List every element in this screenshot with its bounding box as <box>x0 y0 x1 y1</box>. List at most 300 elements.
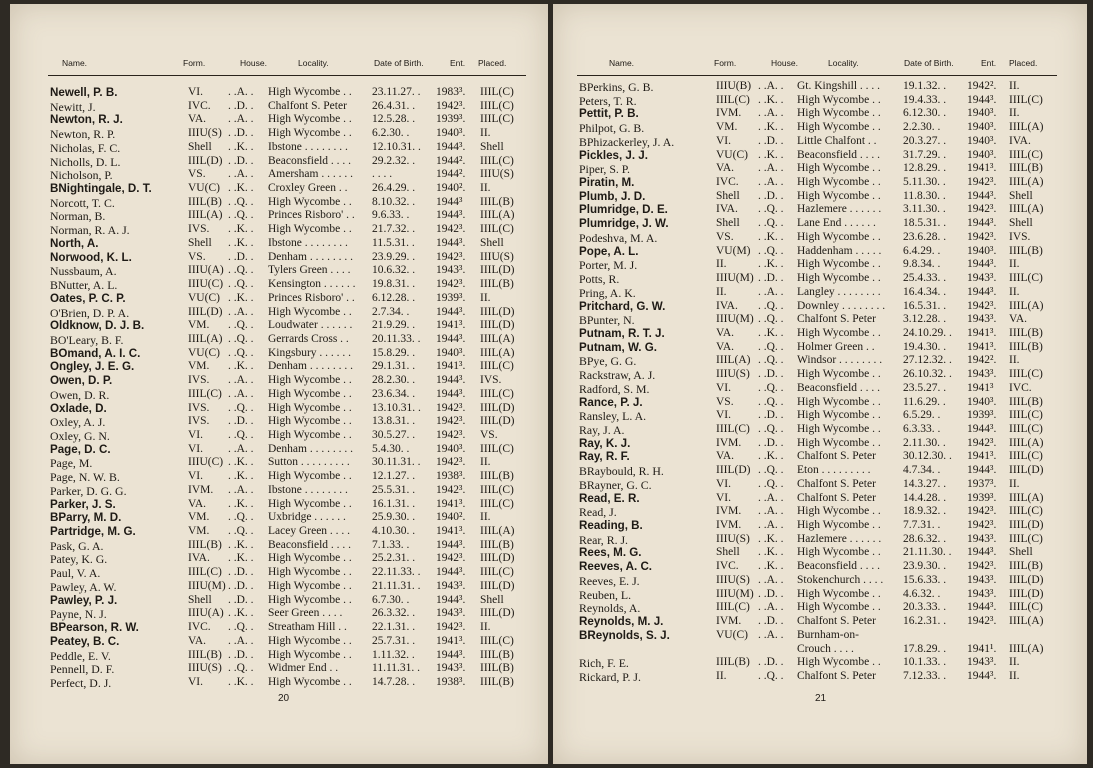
table-row <box>553 203 1087 217</box>
dob-cell: 7.7.31. . <box>903 519 941 532</box>
locality-cell: High Wycombe . . <box>268 552 352 565</box>
form-cell: IIIL(C) <box>716 601 750 614</box>
header-name: Name. <box>609 58 635 68</box>
dob-cell: . . . . <box>372 168 393 181</box>
dob-cell: 21.11.31. . <box>372 579 421 592</box>
dob-cell: 9.8.34. . <box>903 258 941 271</box>
house-cell: . .K. . <box>228 140 254 153</box>
dob-cell: 21.7.32. . <box>372 223 416 236</box>
name-cell: Ray, J. A. <box>579 423 625 437</box>
house-cell: . .Q. . <box>228 278 254 291</box>
form-cell: IIIU(S) <box>188 127 222 140</box>
table-row <box>10 319 548 333</box>
house-cell: . .A. . <box>758 628 784 641</box>
table-row <box>10 264 548 278</box>
name-cell: BRaybould, R. H. <box>579 464 664 479</box>
locality-cell: High Wycombe . . <box>797 546 881 559</box>
locality-cell: Princes Risboro' . . <box>268 291 355 304</box>
locality-cell: Holmer Green . . <box>797 340 875 353</box>
name-cell: Payne, N. J. <box>50 607 107 622</box>
name-cell: Pring, A. K. <box>579 285 636 300</box>
placed-cell: IIIU(S) <box>480 250 514 263</box>
name-cell: BReynolds, S. J. <box>579 628 670 642</box>
locality-cell: High Wycombe . . <box>797 423 881 435</box>
dob-cell: 26.4.31. . <box>372 99 416 112</box>
dob-cell: 12.5.28. . <box>372 113 416 126</box>
placed-cell: IIIL(C) <box>480 99 514 112</box>
table-row <box>553 478 1087 492</box>
house-cell: . .D. . <box>228 579 254 592</box>
house-cell: . .K. . <box>758 93 784 106</box>
form-cell: VU(C) <box>188 182 220 195</box>
name-cell: Reynolds, A. <box>579 601 641 616</box>
form-cell: IIIL(B) <box>716 656 750 669</box>
placed-cell: Shell <box>1009 217 1033 230</box>
name-cell: North, A. <box>50 236 99 250</box>
placed-cell: IIIL(C) <box>480 113 514 126</box>
name-cell: Newton, R. J. <box>50 113 123 127</box>
form-cell: IVA. <box>716 203 738 216</box>
house-cell: . .D. . <box>228 99 254 112</box>
form-cell: IIIU(C) <box>188 278 224 291</box>
house-cell: . .D. . <box>758 409 784 422</box>
header-dob: Date of Birth. <box>904 58 954 68</box>
form-cell: VS. <box>716 230 734 243</box>
form-cell: IIIL(C) <box>716 423 750 435</box>
placed-cell: IIIL(C) <box>480 360 514 373</box>
placed-cell: IIIL(B) <box>1009 340 1043 353</box>
left-page <box>10 4 548 764</box>
dob-cell: 6.3.33. . <box>903 423 941 435</box>
table-row <box>553 176 1087 190</box>
ent-cell: 1939³. <box>436 113 466 126</box>
placed-cell: IIIL(A) <box>1009 642 1044 655</box>
locality-cell: High Wycombe . . <box>797 368 881 381</box>
placed-cell: Shell <box>480 236 504 249</box>
placed-cell: IIIL(C) <box>480 483 514 496</box>
house-cell: . .Q. . <box>228 429 254 441</box>
ent-cell: 1944³. <box>436 374 466 387</box>
placed-cell: IIIL(C) <box>1009 532 1043 545</box>
table-row <box>553 656 1087 670</box>
ent-cell: 1943³. <box>967 587 997 600</box>
name-cell: BPhizackerley, J. A. <box>579 134 675 149</box>
ent-cell: 1944³. <box>436 648 466 661</box>
form-cell: VU(C) <box>716 148 748 161</box>
house-cell: . .A. . <box>228 86 254 98</box>
locality-cell: High Wycombe . . <box>268 127 352 140</box>
locality-cell: High Wycombe . . <box>797 587 881 600</box>
house-cell: . .K. . <box>758 230 784 243</box>
form-cell: VI. <box>716 134 732 147</box>
name-cell: Ongley, J. E. G. <box>50 360 135 374</box>
form-cell: VM. <box>188 319 210 332</box>
locality-cell: Beaconsfield . . . . <box>797 381 881 394</box>
ent-cell: 1942³. <box>436 621 466 634</box>
table-row <box>553 368 1087 382</box>
header-placed: Placed. <box>478 58 507 68</box>
dob-cell: 9.6.33. . <box>372 209 410 222</box>
ent-cell: 1944³. <box>436 305 466 318</box>
ent-cell: 1944³. <box>436 236 466 249</box>
ent-cell: 1941³. <box>436 360 466 373</box>
locality-cell: Uxbridge . . . . . . <box>268 511 346 524</box>
name-cell: Pawley, A. W. <box>50 579 117 594</box>
table-row <box>10 525 548 539</box>
form-cell: IIIL(A) <box>188 332 223 345</box>
table-row <box>10 429 548 443</box>
header-house: House. <box>771 58 798 68</box>
locality-cell: Denham . . . . . . . . <box>268 360 353 373</box>
placed-cell: IIIL(A) <box>1009 121 1044 134</box>
placed-cell: IIIL(D) <box>1009 464 1044 477</box>
table-row <box>10 113 548 127</box>
name-cell: Potts, R. <box>579 272 620 287</box>
form-cell: VI. <box>188 442 204 455</box>
form-cell: VA. <box>188 497 207 510</box>
house-cell: . .Q. . <box>228 319 254 332</box>
form-cell: VI. <box>188 429 204 441</box>
form-cell: IIIL(D) <box>188 305 223 318</box>
form-cell: IVM. <box>716 519 742 532</box>
table-row <box>553 313 1087 327</box>
form-cell: VI. <box>188 86 204 98</box>
locality-cell: Croxley Green . . <box>268 182 348 195</box>
dob-cell: 23.6.34. . <box>372 387 416 400</box>
table-row <box>553 533 1087 547</box>
dob-cell: 26.4.29. . <box>372 182 416 195</box>
ent-cell: 1940³. <box>967 121 997 134</box>
placed-cell: IIIL(B) <box>1009 162 1043 175</box>
dob-cell: 25.4.33. . <box>903 272 947 285</box>
placed-cell: II. <box>1009 669 1020 682</box>
locality-cell: High Wycombe . . <box>797 230 881 243</box>
placed-cell: IIIL(C) <box>1009 368 1043 381</box>
ent-cell: 1943³. <box>967 656 997 669</box>
house-cell: . .A. . <box>228 634 254 647</box>
ent-cell: 1943³. <box>436 579 466 592</box>
placed-cell: IIIL(A) <box>480 346 515 359</box>
placed-cell: IIIL(C) <box>480 497 514 510</box>
table-row <box>10 360 548 374</box>
table-row <box>553 588 1087 602</box>
house-cell: . .D. . <box>228 250 254 263</box>
house-cell: . .Q. . <box>758 354 784 367</box>
form-cell: VA. <box>716 450 735 463</box>
form-cell: II. <box>716 285 727 298</box>
dob-cell: 21.9.29. . <box>372 319 416 332</box>
house-cell: . .A. . <box>758 285 784 298</box>
table-row <box>553 382 1087 396</box>
house-cell: . .D. . <box>228 154 254 167</box>
name-cell: BNightingale, D. T. <box>50 182 152 196</box>
house-cell: . .K. . <box>228 552 254 565</box>
name-cell: Pennell, D. F. <box>50 662 115 677</box>
dob-cell: 15.6.33. . <box>903 573 947 586</box>
dob-cell: 26.3.32. . <box>372 607 416 620</box>
ent-cell: 1943³. <box>967 573 997 586</box>
house-cell: . .A. . <box>228 442 254 455</box>
ent-cell: 1942³. <box>967 299 997 312</box>
placed-cell: II. <box>1009 258 1020 271</box>
dob-cell: 22.1.31. . <box>372 621 416 634</box>
ent-cell: 1940³. <box>967 244 997 257</box>
table-row <box>553 354 1087 368</box>
locality-cell: High Wycombe . . <box>797 93 881 106</box>
table-row <box>10 456 548 470</box>
table-row <box>553 121 1087 135</box>
name-cell: Podeshva, M. A. <box>579 230 658 245</box>
table-row <box>10 127 548 141</box>
form-cell: IVA. <box>716 299 738 312</box>
locality-cell: High Wycombe . . <box>797 519 881 532</box>
placed-cell: Shell <box>480 140 504 153</box>
dob-cell: 25.5.31. . <box>372 483 416 496</box>
locality-cell: Chalfont S. Peter <box>797 477 876 490</box>
table-row <box>553 272 1087 286</box>
ent-cell: 1941³. <box>436 497 466 510</box>
dob-cell: 23.9.30. . <box>903 560 947 573</box>
dob-cell: 23.5.27. . <box>903 381 947 394</box>
placed-cell: IIIL(C) <box>480 387 514 400</box>
dob-cell: 14.4.28. . <box>903 491 947 504</box>
dob-cell: 6.12.30. . <box>903 107 947 120</box>
form-cell: IIIU(A) <box>188 264 224 277</box>
ent-cell: 1944³. <box>436 593 466 606</box>
house-cell: . .Q. . <box>228 525 254 538</box>
dob-cell: 26.10.32. . <box>903 368 952 381</box>
locality-cell: Chalfont S. Peter <box>797 669 876 682</box>
locality-cell: Hazlemere . . . . . . <box>797 532 882 545</box>
ent-cell: 1939³. <box>967 409 997 422</box>
name-cell: Oates, P. C. P. <box>50 291 126 305</box>
dob-cell: 5.4.30. . <box>372 442 410 455</box>
dob-cell: 11.6.29. . <box>903 395 946 408</box>
table-row <box>553 286 1087 300</box>
table-row <box>10 539 548 553</box>
house-cell: . .D. . <box>758 368 784 381</box>
ent-cell: 1944³. <box>436 387 466 400</box>
ent-cell: 1942³. <box>436 456 466 469</box>
placed-cell: Shell <box>480 593 504 606</box>
name-cell: Newitt, J. <box>50 99 96 114</box>
name-cell: Oxlade, D. <box>50 401 107 415</box>
ent-cell: 1942³. <box>967 505 997 518</box>
placed-cell: IIIL(D) <box>1009 519 1044 532</box>
placed-cell: IIIL(B) <box>1009 326 1043 339</box>
house-cell: . .Q. . <box>228 346 254 359</box>
name-cell: Piper, S. P. <box>579 162 630 177</box>
house-cell: . .K. . <box>228 182 254 195</box>
placed-cell: IIIL(D) <box>480 401 515 414</box>
placed-cell: II. <box>1009 477 1020 490</box>
house-cell: . .Q. . <box>228 662 254 675</box>
table-row <box>553 643 1087 657</box>
placed-cell: II. <box>1009 656 1020 669</box>
locality-cell: Denham . . . . . . . . <box>268 250 353 263</box>
header-ent: Ent. <box>450 58 466 68</box>
ent-cell: 1944³. <box>967 423 997 435</box>
ent-cell: 1944³. <box>967 258 997 271</box>
form-cell: VU(C) <box>188 291 220 304</box>
placed-cell: IIIL(D) <box>480 552 515 565</box>
dob-cell: 4.7.34. . <box>903 464 941 477</box>
house-cell: . .D. . <box>758 189 784 202</box>
name-cell: Norcott, T. C. <box>50 195 115 210</box>
dob-cell: 25.9.30. . <box>372 511 416 524</box>
form-cell: Shell <box>716 546 740 559</box>
name-cell: Oldknow, D. J. B. <box>50 319 145 333</box>
dob-cell: 6.5.29. . <box>903 409 941 422</box>
locality-cell: Kensington . . . . . . <box>268 278 356 291</box>
form-cell: IIIL(C) <box>188 566 222 579</box>
table-row <box>10 347 548 361</box>
dob-cell: 19.4.30. . <box>903 340 947 353</box>
header-name: Name. <box>62 58 88 68</box>
locality-cell: Lane End . . . . . . <box>797 217 876 230</box>
house-cell: . .K. . <box>228 291 254 304</box>
locality-cell: High Wycombe . . <box>797 656 881 669</box>
placed-cell: IIIL(C) <box>480 634 514 647</box>
table-row <box>10 594 548 608</box>
placed-cell: IIIL(C) <box>480 442 514 455</box>
name-cell: Pritchard, G. W. <box>579 299 666 313</box>
placed-cell: IIIL(A) <box>480 332 515 345</box>
header-dob: Date of Birth. <box>374 58 424 68</box>
dob-cell: 30.11.31. . <box>372 456 421 469</box>
ent-cell: 1944³. <box>436 538 466 551</box>
house-cell: . .A. . <box>758 491 784 504</box>
placed-cell: II. <box>480 291 491 304</box>
locality-cell: High Wycombe . . <box>797 395 881 408</box>
ent-cell: 1943³. <box>967 368 997 381</box>
ent-cell: 1944³. <box>967 189 997 202</box>
house-cell: . .Q. . <box>758 340 784 353</box>
table-row <box>553 423 1087 437</box>
dob-cell: 11.5.31. . <box>372 236 415 249</box>
table-row <box>553 601 1087 615</box>
locality-cell: High Wycombe . . <box>268 374 352 387</box>
locality-cell: High Wycombe . . <box>268 566 352 579</box>
table-row <box>10 498 548 512</box>
placed-cell: IIIL(C) <box>480 223 514 236</box>
ent-cell: 1944³ <box>436 195 463 208</box>
dob-cell: 13.8.31. . <box>372 415 416 428</box>
table-row <box>10 402 548 416</box>
ent-cell: 1941³. <box>436 319 466 332</box>
placed-cell: IIIL(D) <box>1009 573 1044 586</box>
locality-cell: High Wycombe . . <box>797 409 881 422</box>
form-cell: Shell <box>188 236 212 249</box>
name-cell: Page, N. W. B. <box>50 470 120 485</box>
table-row <box>10 333 548 347</box>
ent-cell: 1941³. <box>967 162 997 175</box>
placed-cell: IVS. <box>1009 230 1031 243</box>
name-cell: Plumb, J. D. <box>579 189 646 203</box>
house-cell: . .Q. . <box>758 464 784 477</box>
table-row <box>10 580 548 594</box>
right-page <box>553 4 1087 764</box>
locality-cell: Beaconsfield . . . . <box>797 148 881 161</box>
house-cell: . .Q. . <box>228 332 254 345</box>
form-cell: VI. <box>716 409 732 422</box>
ent-cell: 1940³. <box>436 346 466 359</box>
ent-cell: 1944³. <box>967 217 997 230</box>
table-row <box>10 223 548 237</box>
placed-cell: IIIL(C) <box>1009 423 1043 435</box>
placed-cell: IIIL(A) <box>1009 299 1044 312</box>
ent-cell: 1942³. <box>967 176 997 189</box>
table-row <box>553 546 1087 560</box>
dob-cell: 31.7.29. . <box>903 148 947 161</box>
form-cell: IVS. <box>188 415 210 428</box>
dob-cell: 23.11.27. . <box>372 86 421 98</box>
house-cell: . .D. . <box>758 615 784 628</box>
locality-cell: Widmer End . . <box>268 662 339 675</box>
dob-cell: 7.1.33. . <box>372 538 410 551</box>
ent-cell: 1941³. <box>967 326 997 339</box>
placed-cell: IIIL(C) <box>480 154 514 167</box>
locality-cell: High Wycombe . . <box>268 593 352 606</box>
placed-cell: IIIL(A) <box>1009 203 1044 216</box>
house-cell: . .K. . <box>228 497 254 510</box>
locality-cell: High Wycombe . . <box>268 648 352 661</box>
locality-cell: High Wycombe . . <box>797 162 881 175</box>
placed-cell: II. <box>480 621 491 634</box>
dob-cell: 23.6.28. . <box>903 230 947 243</box>
locality-cell: Gt. Kingshill . . . . <box>797 80 881 92</box>
house-cell: . .K. . <box>228 456 254 469</box>
dob-cell: 30.5.27. . <box>372 429 416 441</box>
name-cell: Owen, D. R. <box>50 387 110 402</box>
form-cell: IIIU(S) <box>716 368 750 381</box>
locality-cell: High Wycombe . . <box>797 505 881 518</box>
ent-cell: 1942³. <box>436 429 466 441</box>
dob-cell: 12.8.29. . <box>903 162 947 175</box>
name-cell: Rackstraw, A. J. <box>579 368 656 383</box>
house-cell: . .A. . <box>228 168 254 181</box>
table-row <box>10 237 548 251</box>
form-cell: II. <box>716 669 727 682</box>
table-row <box>553 437 1087 451</box>
name-cell: Read, E. R. <box>579 491 640 505</box>
house-cell: . .K. . <box>228 538 254 551</box>
table-row <box>10 155 548 169</box>
table-row <box>553 464 1087 478</box>
name-cell: Rance, P. J. <box>579 395 643 409</box>
form-cell: IVM. <box>716 107 742 120</box>
dob-cell: 12.10.31. . <box>372 140 421 153</box>
placed-cell: IIIL(C) <box>1009 272 1043 285</box>
table-row <box>10 168 548 182</box>
ent-cell: 1944³. <box>967 285 997 298</box>
table-row <box>553 574 1087 588</box>
form-cell: IVA. <box>188 552 210 565</box>
house-cell: . .A. . <box>758 162 784 175</box>
name-cell: Norman, R. A. J. <box>50 223 130 238</box>
form-cell: VA. <box>188 634 207 647</box>
dob-cell: 30.12.30. . <box>903 450 952 463</box>
dob-cell: 21.11.30. . <box>903 546 952 559</box>
name-cell: Reading, B. <box>579 519 643 533</box>
locality-cell: Gerrards Cross . . <box>268 332 349 345</box>
placed-cell: II. <box>1009 285 1020 298</box>
header-locality: Locality. <box>828 58 859 68</box>
house-cell: . .Q. . <box>758 423 784 435</box>
name-cell: Nicholls, D. L. <box>50 154 121 169</box>
locality-cell: Crouch . . . . <box>797 642 854 655</box>
house-cell: . .A. . <box>228 483 254 496</box>
